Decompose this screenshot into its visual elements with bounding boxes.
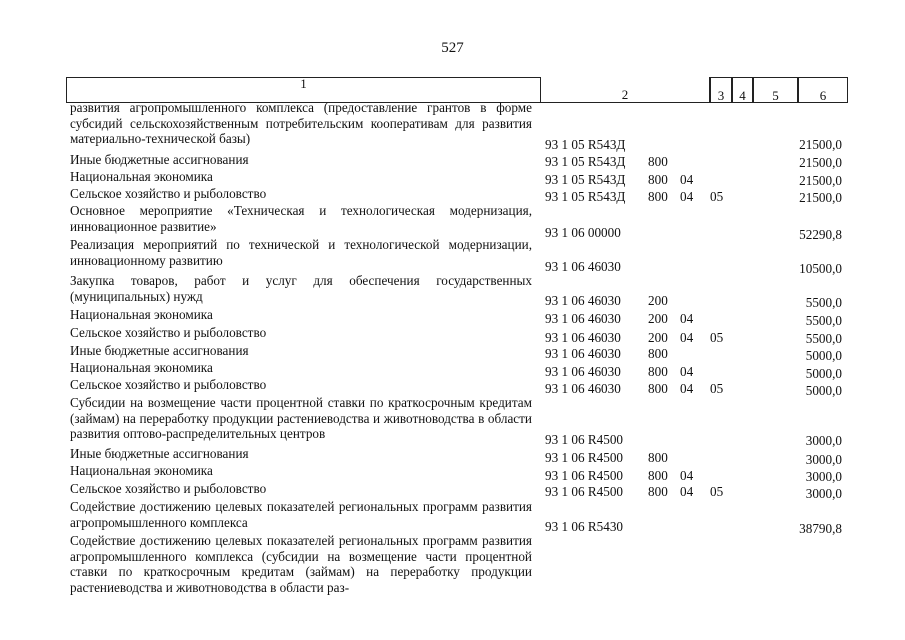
row-code: 93 1 06 R4500 [545,484,624,499]
row-code: 93 1 06 46030 [545,330,621,345]
row-expense-type: 800 [648,154,668,169]
row-description: Закупка товаров, работ и услуг для обеспечения государственных (муниципальных) нужд [70,273,532,304]
row-description: Иные бюджетные ассигнования [70,446,249,461]
row-description: Национальная экономика [70,169,213,184]
row-subsection: 05 [710,330,724,345]
row-section: 04 [680,189,694,204]
row-code: 93 1 06 46030 [545,346,621,361]
row-expense-type: 800 [648,172,668,187]
row-code: 93 1 06 46030 [545,364,621,379]
row-expense-type: 800 [648,364,668,379]
row-expense-type: 800 [648,450,668,465]
row-amount: 3000,0 [805,469,842,484]
row-amount: 21500,0 [799,173,842,188]
row-description: Основное мероприятие «Техническая и технологическая модернизация, инновационное развитие» [70,203,532,234]
row-description: Субсидии на возмещение части процентной ставки по краткосрочным кредитам (займам) на переработку продукции растениеводства и животноводства в области развития оптово-распределительных центров [70,395,532,441]
row-amount: 5500,0 [805,295,842,310]
row-description: Сельское хозяйство и рыболовство [70,325,267,340]
row-code: 93 1 05 R543Д [545,172,626,187]
row-code: 93 1 06 R4500 [545,432,624,447]
row-description: развития агропромышленного комплекса (предоставление грантов в форме субсидий сельскохозяйственным потребительским кооперативам для развития материально-технической базы) [70,100,532,146]
row-description: Национальная экономика [70,307,213,322]
page-number: 527 [441,40,464,56]
row-amount: 5000,0 [805,383,842,398]
row-description: Сельское хозяйство и рыболовство [70,186,267,201]
row-expense-type: 800 [648,346,668,361]
row-description: Национальная экономика [70,463,213,478]
row-expense-type: 800 [648,189,668,204]
row-amount: 3000,0 [805,486,842,501]
row-expense-type: 800 [648,484,668,499]
row-amount: 52290,8 [799,227,842,242]
row-section: 04 [680,468,694,483]
row-section: 04 [680,381,694,396]
row-code: 93 1 06 46030 [545,381,621,396]
row-expense-type: 200 [648,293,668,308]
row-subsection: 05 [710,189,724,204]
row-description: Иные бюджетные ассигнования [70,152,249,167]
header-col-5: 5 [753,77,798,103]
row-code: 93 1 06 46030 [545,293,621,308]
row-amount: 21500,0 [799,190,842,205]
row-description: Содействие достижению целевых показателей региональных программ развития агропромышленного комплекса (субсидии на возмещение части процентной ставки по краткосрочным кредитам (займам) на переработку продукции растениеводства и животноводства в области раз- [70,533,532,595]
row-amount: 5500,0 [805,313,842,328]
row-section: 04 [680,484,694,499]
row-code: 93 1 06 00000 [545,225,621,240]
row-code: 93 1 05 R543Д [545,154,626,169]
row-section: 04 [680,364,694,379]
row-amount: 5000,0 [805,348,842,363]
header-col-3: 3 [710,77,732,103]
row-amount: 10500,0 [799,261,842,276]
row-amount: 5000,0 [805,366,842,381]
row-description: Реализация мероприятий по технической и технологической модернизации, инновационному развитию [70,237,532,268]
row-code: 93 1 05 R543Д [545,137,626,152]
row-amount: 21500,0 [799,155,842,170]
header-col-1: 1 [66,77,540,103]
row-description: Иные бюджетные ассигнования [70,343,249,358]
row-description: Содействие достижению целевых показателей региональных программ развития агропромышленного комплекса [70,499,532,530]
row-description: Сельское хозяйство и рыболовство [70,377,267,392]
row-code: 93 1 06 46030 [545,259,621,274]
row-expense-type: 200 [648,311,668,326]
header-col-4: 4 [732,77,753,103]
row-amount: 5500,0 [805,331,842,346]
row-amount: 38790,8 [799,521,842,536]
row-amount: 3000,0 [805,452,842,467]
row-expense-type: 200 [648,330,668,345]
row-code: 93 1 05 R543Д [545,189,626,204]
row-amount: 3000,0 [805,433,842,448]
row-subsection: 05 [710,484,724,499]
row-subsection: 05 [710,381,724,396]
row-code: 93 1 06 46030 [545,311,621,326]
row-code: 93 1 06 R4500 [545,468,624,483]
row-expense-type: 800 [648,381,668,396]
row-amount: 21500,0 [799,137,842,152]
row-description: Сельское хозяйство и рыболовство [70,481,267,496]
row-section: 04 [680,330,694,345]
row-section: 04 [680,311,694,326]
row-code: 93 1 06 R5430 [545,519,624,534]
header-col-6: 6 [798,77,848,103]
row-section: 04 [680,172,694,187]
header-col-2: 2 [540,77,710,103]
row-expense-type: 800 [648,468,668,483]
row-description: Национальная экономика [70,360,213,375]
row-code: 93 1 06 R4500 [545,450,624,465]
